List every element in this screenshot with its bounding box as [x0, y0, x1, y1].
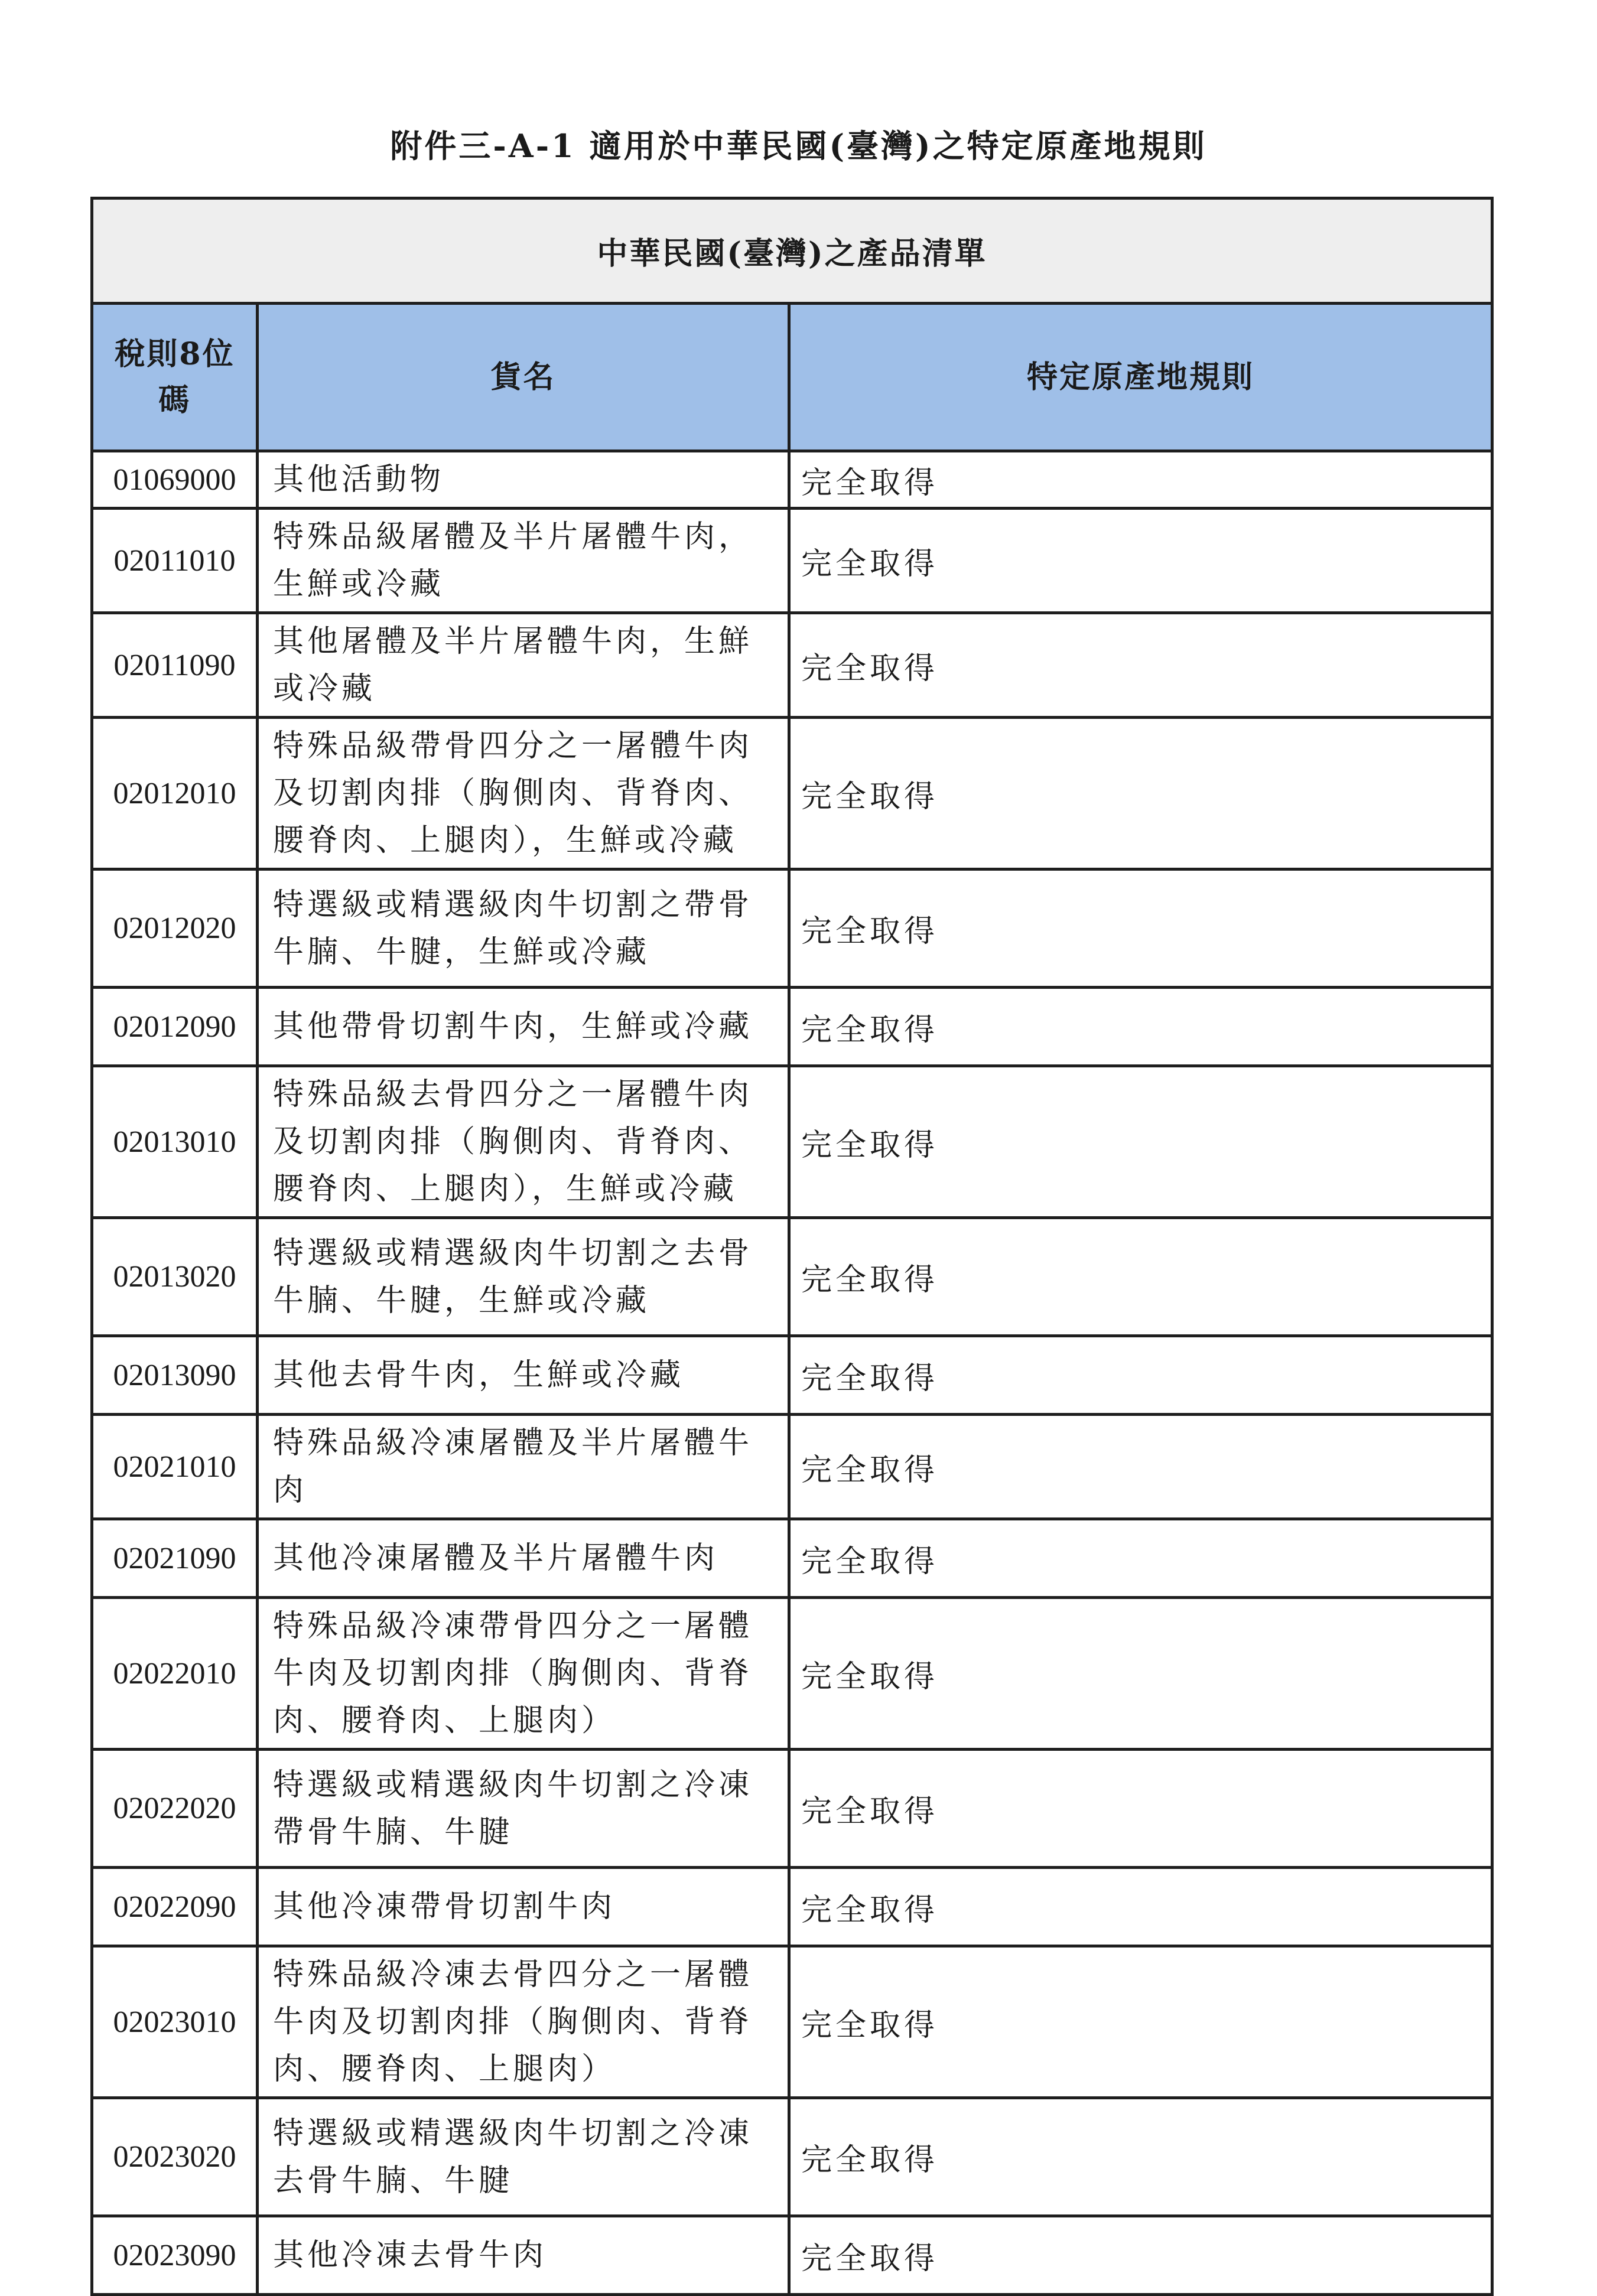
tariff-code-cell: 02012090	[92, 988, 258, 1066]
tariff-code-cell: 02021090	[92, 1519, 258, 1598]
product-name-cell: 其他屠體及半片屠體牛肉，生鮮或冷藏	[258, 613, 789, 718]
column-header-name: 貨名	[258, 304, 789, 451]
origin-rule-cell: 完全取得	[789, 1066, 1492, 1218]
column-header-code: 稅則8位碼	[92, 304, 258, 451]
table-row	[92, 1336, 1492, 1415]
tariff-code-cell: 02023020	[92, 2098, 258, 2216]
tariff-code-cell: 02022010	[92, 1598, 258, 1750]
product-name-cell: 特殊品級冷凍帶骨四分之一屠體牛肉及切割肉排（胸側肉、背脊肉、腰脊肉、上腿肉）	[258, 1598, 789, 1750]
table-row	[92, 2216, 1492, 2295]
table-row	[92, 988, 1492, 1066]
product-name-cell: 其他冷凍去骨牛肉	[258, 2216, 789, 2295]
table-row	[92, 451, 1492, 509]
origin-rule-cell: 完全取得	[789, 1946, 1492, 2098]
tariff-code-cell: 02023090	[92, 2216, 258, 2295]
tariff-code-cell: 02022020	[92, 1750, 258, 1868]
table-caption: 中華民國(臺灣)之產品清單	[92, 198, 1492, 304]
origin-rule-cell: 完全取得	[789, 1519, 1492, 1598]
table-row	[92, 613, 1492, 718]
product-name-cell: 特選級或精選級肉牛切割之冷凍去骨牛腩、牛腱	[258, 2098, 789, 2216]
table-row	[92, 1946, 1492, 2098]
product-name-cell: 特殊品級帶骨四分之一屠體牛肉及切割肉排（胸側肉、背脊肉、腰脊肉、上腿肉），生鮮或冷藏	[258, 718, 789, 869]
tariff-code-cell: 02011010	[92, 509, 258, 613]
product-name-cell: 其他冷凍帶骨切割牛肉	[258, 1868, 789, 1946]
origin-rule-cell: 完全取得	[789, 718, 1492, 869]
origin-rule-cell: 完全取得	[789, 1868, 1492, 1946]
product-name-cell: 其他帶骨切割牛肉，生鮮或冷藏	[258, 988, 789, 1066]
tariff-code-cell: 02013010	[92, 1066, 258, 1218]
origin-rule-cell: 完全取得	[789, 1336, 1492, 1415]
product-name-cell: 其他冷凍屠體及半片屠體牛肉	[258, 1519, 789, 1598]
origin-rule-cell: 完全取得	[789, 1218, 1492, 1336]
table-body	[92, 451, 1492, 2295]
table-row	[92, 509, 1492, 613]
origin-rule-cell: 完全取得	[789, 2098, 1492, 2216]
table-row	[92, 1598, 1492, 1750]
origin-rule-cell: 完全取得	[789, 2216, 1492, 2295]
table-caption-row	[92, 198, 1492, 304]
table-row	[92, 1218, 1492, 1336]
product-name-cell: 特殊品級屠體及半片屠體牛肉，生鮮或冷藏	[258, 509, 789, 613]
document-title: 附件三-A-1 適用於中華民國(臺灣)之特定原產地規則	[390, 127, 1207, 165]
table-row	[92, 869, 1492, 988]
origin-rule-cell: 完全取得	[789, 869, 1492, 988]
origin-rule-cell: 完全取得	[789, 451, 1492, 509]
origin-rule-cell: 完全取得	[789, 509, 1492, 613]
product-name-cell: 特選級或精選級肉牛切割之帶骨牛腩、牛腱，生鮮或冷藏	[258, 869, 789, 988]
tariff-code-cell: 02023010	[92, 1946, 258, 2098]
product-name-cell: 其他活動物	[258, 451, 789, 509]
table-row	[92, 2098, 1492, 2216]
product-name-cell: 特殊品級冷凍去骨四分之一屠體牛肉及切割肉排（胸側肉、背脊肉、腰脊肉、上腿肉）	[258, 1946, 789, 2098]
origin-rule-cell: 完全取得	[789, 613, 1492, 718]
origin-rule-cell: 完全取得	[789, 1750, 1492, 1868]
column-header-rule: 特定原產地規則	[789, 304, 1492, 451]
product-name-cell: 其他去骨牛肉，生鮮或冷藏	[258, 1336, 789, 1415]
tariff-code-cell: 02011090	[92, 613, 258, 718]
table-row	[92, 1750, 1492, 1868]
tariff-code-cell: 02012010	[92, 718, 258, 869]
table-header-row	[92, 304, 1492, 451]
table-row	[92, 1066, 1492, 1218]
origin-rule-cell: 完全取得	[789, 1598, 1492, 1750]
tariff-code-cell: 01069000	[92, 451, 258, 509]
table-row	[92, 1415, 1492, 1519]
tariff-code-cell: 02021010	[92, 1415, 258, 1519]
tariff-code-cell: 02013020	[92, 1218, 258, 1336]
product-name-cell: 特殊品級冷凍屠體及半片屠體牛肉	[258, 1415, 789, 1519]
table-row	[92, 1868, 1492, 1946]
product-name-cell: 特選級或精選級肉牛切割之去骨牛腩、牛腱，生鮮或冷藏	[258, 1218, 789, 1336]
tariff-code-cell: 02012020	[92, 869, 258, 988]
origin-rule-cell: 完全取得	[789, 988, 1492, 1066]
product-name-cell: 特殊品級去骨四分之一屠體牛肉及切割肉排（胸側肉、背脊肉、腰脊肉、上腿肉），生鮮或冷藏	[258, 1066, 789, 1218]
origin-rules-table	[90, 197, 1494, 2296]
table-row	[92, 718, 1492, 869]
tariff-code-cell: 02013090	[92, 1336, 258, 1415]
table-row	[92, 1519, 1492, 1598]
tariff-code-cell: 02022090	[92, 1868, 258, 1946]
product-name-cell: 特選級或精選級肉牛切割之冷凍帶骨牛腩、牛腱	[258, 1750, 789, 1868]
origin-rule-cell: 完全取得	[789, 1415, 1492, 1519]
